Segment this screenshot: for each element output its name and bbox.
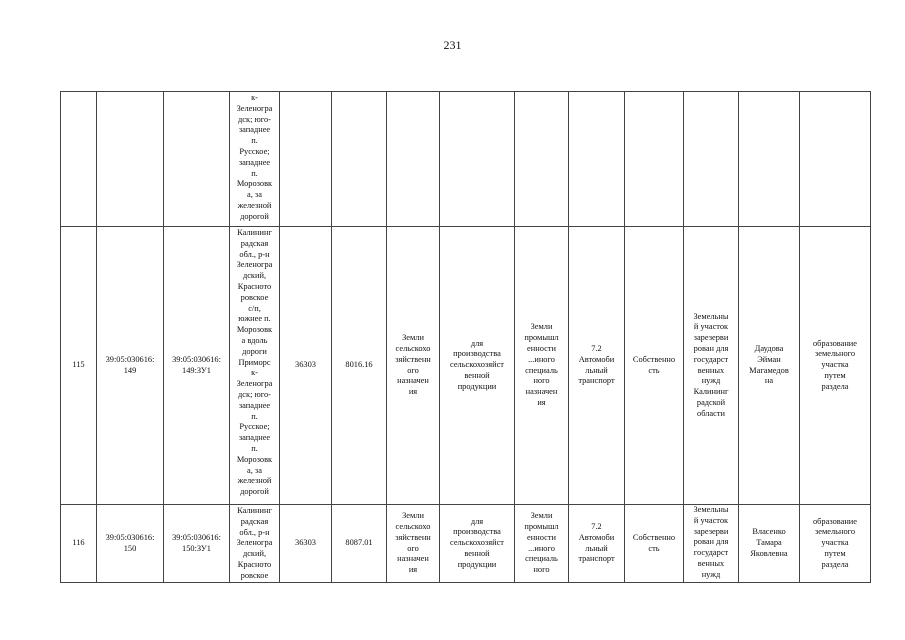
cell-permitted-use: для производства сельскохозяйст венной продукции [440,227,515,505]
cell-right-type [625,92,684,227]
cell-category: Земли сельскохо зяйственн ого назначен ия [387,505,440,583]
cell-category [387,92,440,227]
cell-address: к- Зеленогра дск; юго- западнее п. Русское; западнее п. Морозовк а, за железной дорогой [230,92,280,227]
cell-restrictions [684,92,739,227]
table-row [61,505,871,583]
cell-use-code: 7.2 Автомоби льный транспорт [569,505,625,583]
cell-code: 36303 [280,227,332,505]
cell-code: 36303 [280,505,332,583]
cell-purpose: образование земельного участка путем раздела [800,505,871,583]
cell-area: 8016.16 [332,227,387,505]
cell-permitted-use: для производства сельскохозяйст венной продукции [440,505,515,583]
table-row [61,92,871,227]
cell-restrictions: Земельны й участок зарезерви рован для государст венных нужд Калининг радской области [684,227,739,505]
cell-cadastral-new: 39:05:030616: 150:ЗУ1 [164,505,230,583]
cell-num [61,92,97,227]
cell-address: Калининг радская обл., р-н Зеленогра дский, Красното ровское с/п, южнее п. Морозовк а вдоль дороги Приморс к- Зеленогра дск; юго- западнее п. Русское; западнее п. Морозовк а, за железной дорогой [230,227,280,505]
cell-right-type: Собственно сть [625,227,684,505]
cell-owner [739,92,800,227]
cell-num: 116 [61,505,97,583]
cell-area: 8087.01 [332,505,387,583]
cell-owner: Даудова Эйман Магамедов на [739,227,800,505]
cell-category-alt: Земли промышл енности ...иного специаль ного назначен ия [515,227,569,505]
cell-category-alt [515,92,569,227]
cell-use-code: 7.2 Автомоби льный транспорт [569,227,625,505]
cell-cadastral-source: 39:05:030616: 150 [97,505,164,583]
table-row [61,227,871,505]
cell-area [332,92,387,227]
cell-permitted-use [440,92,515,227]
cell-code [280,92,332,227]
page-number: 231 [443,38,462,52]
cell-restrictions: Земельны й участок зарезерви рован для государст венных нужд [684,505,739,583]
cell-cadastral-new: 39:05:030616: 149:ЗУ1 [164,227,230,505]
cell-cadastral-source [97,92,164,227]
cell-cadastral-source: 39:05:030616: 149 [97,227,164,505]
cell-owner: Власенко Тамара Яковлевна [739,505,800,583]
cell-num: 115 [61,227,97,505]
cell-category: Земли сельскохо зяйственн ого назначен ия [387,227,440,505]
land-plots-table [60,91,871,583]
cell-category-alt: Земли промышл енности ...иного специаль ного [515,505,569,583]
cell-use-code [569,92,625,227]
cell-purpose [800,92,871,227]
cell-purpose: образование земельного участка путем раздела [800,227,871,505]
cell-cadastral-new [164,92,230,227]
cell-right-type: Собственно сть [625,505,684,583]
cell-address: Калининг радская обл., р-н Зеленогра дский, Красното ровское [230,505,280,583]
